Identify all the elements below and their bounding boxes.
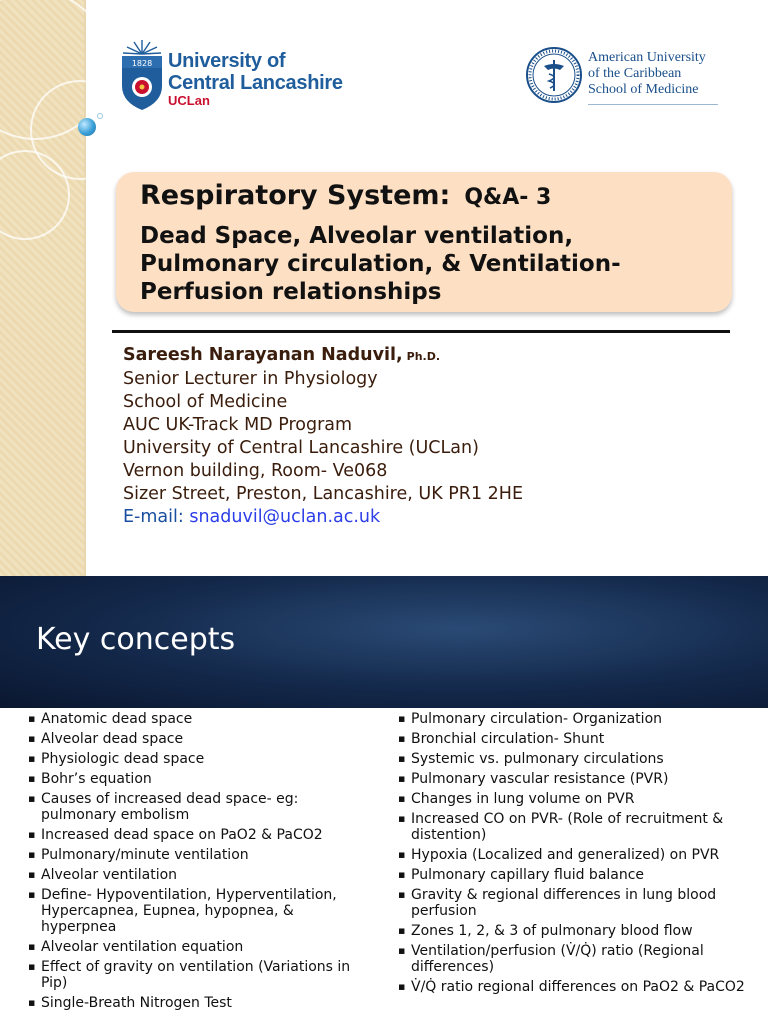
uclan-name-line2: Central Lancashire	[168, 72, 343, 94]
square-bullet-icon: ▪	[28, 712, 36, 725]
left-concept-list	[28, 711, 373, 1015]
author-address: Sizer Street, Preston, Lancashire, UK PR1 2HE	[123, 484, 523, 504]
square-bullet-icon: ▪	[398, 848, 406, 861]
decorative-blue-ball	[78, 118, 96, 136]
list-item: ▪ Anatomic dead space	[28, 711, 193, 727]
square-bullet-icon: ▪	[28, 996, 36, 1009]
author-program: AUC UK-Track MD Program	[123, 415, 353, 435]
email-label: E-mail:	[123, 507, 184, 527]
auc-underline	[588, 104, 718, 105]
list-item: ▪ Physiologic dead space	[28, 751, 205, 767]
square-bullet-icon: ▪	[28, 888, 36, 901]
square-bullet-icon: ▪	[28, 940, 36, 953]
title-main-text: Respiratory System:	[140, 180, 451, 211]
author-info	[123, 344, 523, 529]
uclan-name-line1: University of	[168, 50, 286, 72]
list-item: ▪ Systemic vs. pulmonary circulations	[398, 751, 664, 767]
uclan-short-name: UCLan	[168, 93, 210, 108]
author-building: Vernon building, Room- Ve068	[123, 461, 388, 481]
square-bullet-icon: ▪	[28, 732, 36, 745]
list-item: ▪ Bronchial circulation- Shunt	[398, 731, 605, 747]
svg-text:1828: 1828	[131, 59, 153, 68]
square-bullet-icon: ▪	[398, 712, 406, 725]
slide-header-title: Key concepts	[36, 622, 236, 657]
square-bullet-icon: ▪	[398, 924, 406, 937]
square-bullet-icon: ▪	[398, 752, 406, 765]
uclan-crest-icon	[120, 38, 164, 112]
title-box	[116, 172, 732, 312]
right-concept-list	[398, 711, 748, 999]
email-row	[123, 506, 523, 529]
list-item: ▪ Hypoxia (Localized and generalized) on PVR	[398, 847, 720, 863]
list-item: ▪ Pulmonary capillary fluid balance	[398, 867, 645, 883]
list-item: ▪ Pulmonary vascular resistance (PVR)	[398, 771, 669, 787]
square-bullet-icon: ▪	[398, 944, 406, 957]
list-item: ▪ Define- Hypoventilation, Hyperventilation, Hypercapnea, Eupnea, hypopnea, & hyperpnea	[28, 887, 337, 935]
list-item: ▪ Pulmonary/minute ventilation	[28, 847, 249, 863]
decorative-small-dot	[97, 113, 103, 119]
slide-title	[140, 180, 551, 211]
square-bullet-icon: ▪	[398, 980, 406, 993]
list-item: ▪ Ventilation/perfusion (V̇/Q̇) ratio (Regional differences)	[398, 943, 704, 975]
author-school: School of Medicine	[123, 392, 288, 412]
key-concepts-slide	[0, 576, 768, 1024]
list-item: ▪ Effect of gravity on ventilation (Variations in Pip)	[28, 959, 351, 991]
auc-name-line3: School of Medicine	[588, 82, 699, 97]
list-item: ▪ Alveolar ventilation	[28, 867, 178, 883]
square-bullet-icon: ▪	[28, 868, 36, 881]
square-bullet-icon: ▪	[398, 868, 406, 881]
square-bullet-icon: ▪	[398, 792, 406, 805]
list-item: ▪ Alveolar dead space	[28, 731, 184, 747]
list-item: ▪ V̇/Q̇ ratio regional differences on PaO2 & PaCO2	[398, 979, 745, 995]
title-qa-label: Q&A- 3	[464, 185, 552, 210]
list-item: ▪ Zones 1, 2, & 3 of pulmonary blood flow	[398, 923, 693, 939]
author-degree: Ph.D.	[406, 350, 441, 363]
email-link[interactable]: snaduvil@uclan.ac.uk	[189, 507, 381, 527]
auc-seal-icon	[526, 44, 582, 106]
list-item: ▪ Alveolar ventilation equation	[28, 939, 244, 955]
author-name-row	[123, 344, 523, 368]
square-bullet-icon: ▪	[398, 812, 406, 825]
list-item: ▪ Increased CO on PVR- (Role of recruitment & distention)	[398, 811, 724, 843]
list-item: ▪ Changes in lung volume on PVR	[398, 791, 635, 807]
list-item: ▪ Bohr’s equation	[28, 771, 152, 787]
square-bullet-icon: ▪	[28, 828, 36, 841]
list-item: ▪ Gravity & regional differences in lung blood perfusion	[398, 887, 717, 919]
auc-name-line1: American University	[588, 50, 706, 65]
list-item: ▪ Increased dead space on PaO2 & PaCO2	[28, 827, 323, 843]
author-university: University of Central Lancashire (UCLan)	[123, 438, 479, 458]
slide-subtitle: Dead Space, Alveolar ventilation, Pulmonary circulation, & Ventilation-Perfusion relationships	[140, 223, 621, 305]
list-item: ▪ Causes of increased dead space- eg: pulmonary embolism	[28, 791, 299, 823]
square-bullet-icon: ▪	[398, 732, 406, 745]
square-bullet-icon: ▪	[28, 848, 36, 861]
square-bullet-icon: ▪	[28, 752, 36, 765]
square-bullet-icon: ▪	[398, 772, 406, 785]
list-item: ▪ Single-Breath Nitrogen Test	[28, 995, 232, 1011]
auc-name-line2: of the Caribbean	[588, 66, 682, 81]
author-title: Senior Lecturer in Physiology	[123, 369, 378, 389]
square-bullet-icon: ▪	[398, 888, 406, 901]
auc-logo	[526, 44, 736, 110]
square-bullet-icon: ▪	[28, 772, 36, 785]
divider-line	[112, 330, 730, 333]
list-item: ▪ Pulmonary circulation- Organization	[398, 711, 663, 727]
slide-header-band	[0, 576, 768, 708]
author-name: Sareesh Narayanan Naduvil,	[123, 345, 403, 365]
uclan-logo	[120, 38, 350, 112]
square-bullet-icon: ▪	[28, 960, 36, 973]
square-bullet-icon: ▪	[28, 792, 36, 805]
